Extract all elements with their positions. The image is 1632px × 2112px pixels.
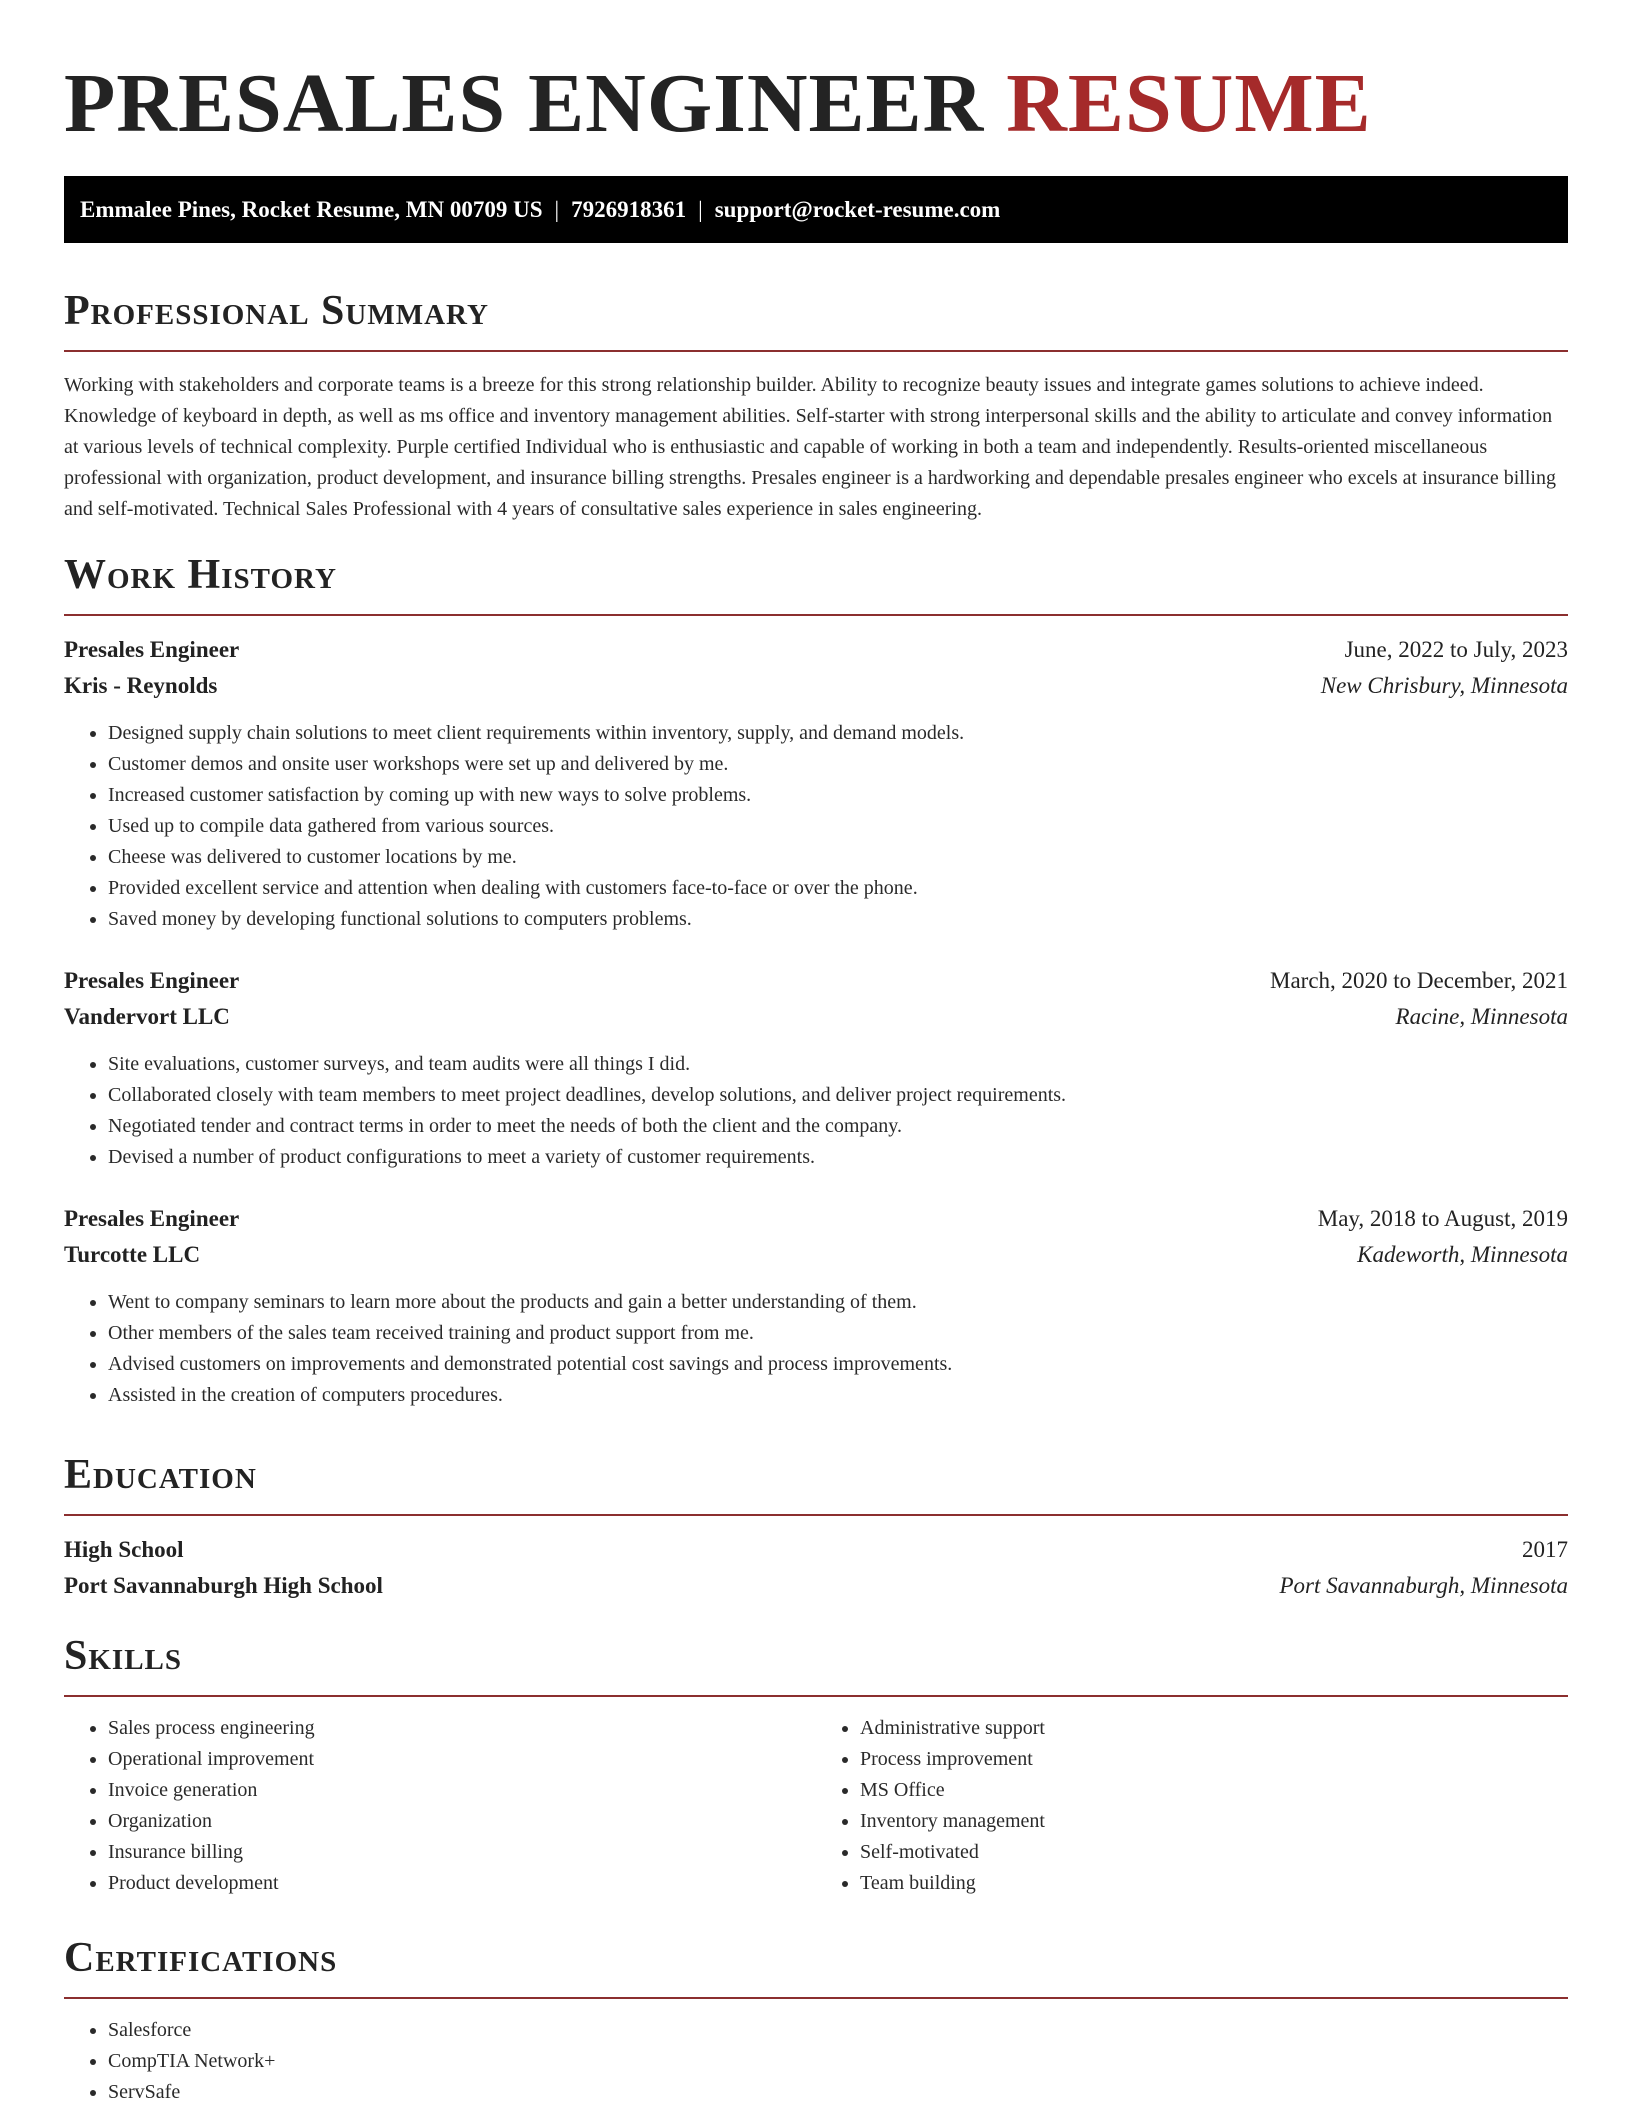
section-divider	[64, 1997, 1568, 1999]
list-item: • Other members of the sales team received training and product support from me.	[108, 1318, 1568, 1349]
education-section	[64, 1446, 1568, 1604]
list-item: • Organization	[108, 1806, 816, 1837]
list-item: • Advised customers on improvements and demonstrated potential cost savings and process improvements.	[108, 1349, 1568, 1380]
job-company: Turcotte LLC	[64, 1242, 201, 1267]
job-dates: March, 2020 to December, 2021	[1270, 968, 1568, 993]
work-history-heading: Work History	[64, 552, 337, 598]
list-item: • Went to company seminars to learn more about the products and gain a better understanding of them.	[108, 1287, 1568, 1318]
education-location: Port Savannaburgh, Minnesota	[1279, 1573, 1568, 1598]
education-year: 2017	[1522, 1537, 1568, 1562]
skills-section	[64, 1627, 1568, 1899]
summary-text: Working with stakeholders and corporate teams is a breeze for this strong relationship builder. Ability to recognize beauty issues and integrate games solutions to achieve indeed. Knowledge of keyboard in depth, as well as ms office and inventory management abilities. Self-starter with strong interpersonal skills and the ability to articulate and convey information at various levels of technical complexity. Purple certified Individual who is enthusiastic and capable of working in both a team and independently. Results-oriented miscellaneous professional with organization, product development, and insurance billing strengths. Presales engineer is a hardworking and dependable presales engineer who excels at insurance billing and self-motivated. Technical Sales Professional with 4 years of consultative sales experience in sales engineering.	[64, 374, 1556, 520]
list-item: • Invoice generation	[108, 1775, 816, 1806]
job-company: Kris - Reynolds	[64, 673, 218, 698]
certifications-heading: Certifications	[64, 1935, 338, 1981]
job-entry	[64, 632, 1568, 935]
job-location: Racine, Minnesota	[1395, 1004, 1568, 1029]
list-item: • Used up to compile data gathered from various sources.	[108, 811, 1568, 842]
list-item: • Assisted in the creation of computers procedures.	[108, 1380, 1568, 1411]
list-item: • Insurance billing	[108, 1837, 816, 1868]
section-divider	[64, 1514, 1568, 1516]
section-divider	[64, 350, 1568, 352]
education-heading: Education	[64, 1452, 257, 1498]
job-bullets	[64, 1049, 1568, 1173]
list-item: • Provided excellent service and attention when dealing with customers face-to-face or over the phone.	[108, 873, 1568, 904]
skills-list-right	[816, 1713, 1568, 1899]
list-item: • Cheese was delivered to customer locations by me.	[108, 842, 1568, 873]
skills-list-left	[64, 1713, 816, 1899]
job-title: Presales Engineer	[64, 968, 240, 993]
job-bullets	[64, 1287, 1568, 1411]
contact-bar	[64, 176, 1568, 243]
list-item: • Product development	[108, 1868, 816, 1899]
title-main: PRESALES ENGINEER	[64, 57, 985, 150]
list-item: • MS Office	[860, 1775, 1568, 1806]
list-item: • Operational improvement	[108, 1744, 816, 1775]
job-bullets	[64, 718, 1568, 935]
job-entry	[64, 1201, 1568, 1411]
list-item: • Designed supply chain solutions to meet client requirements within inventory, supply, and demand models.	[108, 718, 1568, 749]
job-location: New Chrisbury, Minnesota	[1320, 673, 1568, 698]
list-item: • CompTIA Network+	[108, 2046, 1568, 2077]
list-item: • ServSafe	[108, 2077, 1568, 2108]
contact-address: Emmalee Pines, Rocket Resume, MN 00709 US	[80, 197, 543, 222]
job-dates: May, 2018 to August, 2019	[1317, 1206, 1568, 1231]
job-dates: June, 2022 to July, 2023	[1344, 637, 1568, 662]
list-item: • Negotiated tender and contract terms in order to meet the needs of both the client and the company.	[108, 1111, 1568, 1142]
list-item: • Sales process engineering	[108, 1713, 816, 1744]
section-divider	[64, 1695, 1568, 1697]
list-item: • Site evaluations, customer surveys, and team audits were all things I did.	[108, 1049, 1568, 1080]
job-title: Presales Engineer	[64, 637, 240, 662]
list-item: • Devised a number of product configurations to meet a variety of customer requirements.	[108, 1142, 1568, 1173]
education-school: Port Savannaburgh High School	[64, 1573, 383, 1598]
list-item: • Inventory management	[860, 1806, 1568, 1837]
contact-separator: |	[698, 197, 703, 222]
list-item: • Administrative support	[860, 1713, 1568, 1744]
work-history-section	[64, 546, 1568, 1411]
contact-phone: 7926918361	[571, 197, 687, 222]
contact-email: support@rocket-resume.com	[714, 197, 1001, 222]
job-location: Kadeworth, Minnesota	[1357, 1242, 1568, 1267]
list-item: • Team building	[860, 1868, 1568, 1899]
section-divider	[64, 614, 1568, 616]
list-item: • Increased customer satisfaction by coming up with new ways to solve problems.	[108, 780, 1568, 811]
certifications-list	[64, 2015, 1568, 2108]
list-item: • Self-motivated	[860, 1837, 1568, 1868]
summary-section	[64, 282, 1568, 525]
education-entry	[64, 1532, 1568, 1604]
job-title: Presales Engineer	[64, 1206, 240, 1231]
resume-title	[64, 54, 1372, 154]
contact-separator: |	[554, 197, 560, 222]
title-accent: RESUME	[1006, 57, 1372, 150]
job-entry	[64, 963, 1568, 1173]
job-company: Vandervort LLC	[64, 1004, 230, 1029]
list-item: • Collaborated closely with team members to meet project deadlines, develop solutions, and deliver project requirements.	[108, 1080, 1568, 1111]
certifications-section	[64, 1929, 1568, 2108]
education-degree: High School	[64, 1537, 184, 1562]
skills-columns	[64, 1713, 1568, 1899]
list-item: • Customer demos and onsite user workshops were set up and delivered by me.	[108, 749, 1568, 780]
summary-heading: Professional Summary	[64, 288, 489, 334]
list-item: • Saved money by developing functional solutions to computers problems.	[108, 904, 1568, 935]
skills-heading: Skills	[64, 1633, 183, 1679]
list-item: • Salesforce	[108, 2015, 1568, 2046]
list-item: • Process improvement	[860, 1744, 1568, 1775]
